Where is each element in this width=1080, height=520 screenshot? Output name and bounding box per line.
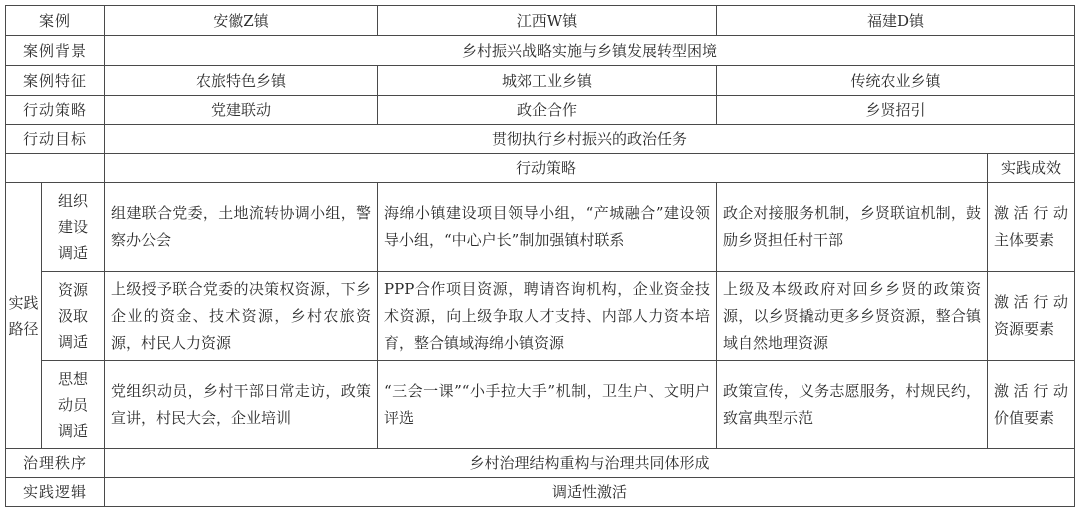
path-row-label: 组织建设调适 — [42, 183, 105, 272]
logic-text: 调适性激活 — [105, 478, 1075, 507]
path-cell-effect: 激活行动主体要素 — [988, 183, 1075, 272]
governance-row — [6, 449, 1075, 478]
path-cell-fujian: 政策宣传，义务志愿服务，村规民约，致富典型示范 — [717, 361, 988, 449]
strategy-row — [6, 96, 1075, 125]
header-jiangxi: 江西W镇 — [378, 6, 717, 36]
path-cell-effect: 激活行动资源要素 — [988, 272, 1075, 361]
background-row — [6, 36, 1075, 66]
logic-label: 实践逻辑 — [6, 478, 105, 507]
background-label: 案例背景 — [6, 36, 105, 66]
features-label: 案例特征 — [6, 66, 105, 96]
strategy-anhui: 党建联动 — [105, 96, 378, 125]
case-comparison-table — [5, 5, 1075, 507]
path-cell-jiangxi: “三会一课”“小手拉大手”机制，卫生户、文明户评选 — [378, 361, 717, 449]
path-cell-anhui: 上级授予联合党委的决策权资源，下乡企业的资金、技术资源，乡村农旅资源，村民人力资源 — [105, 272, 378, 361]
path-cell-jiangxi: 海绵小镇建设项目领导小组，“产城融合”建设领导小组，“中心户长”制加强镇村联系 — [378, 183, 717, 272]
path-cell-fujian: 上级及本级政府对回乡乡贤的政策资源，以乡贤撬动更多乡贤资源，整合镇域自然地理资源 — [717, 272, 988, 361]
background-text: 乡村振兴战略实施与乡镇发展转型困境 — [105, 36, 1075, 66]
header-row — [6, 6, 1075, 36]
governance-text: 乡村治理结构重构与治理共同体形成 — [105, 449, 1075, 478]
governance-label: 治理秩序 — [6, 449, 105, 478]
header-fujian: 福建D镇 — [717, 6, 1075, 36]
features-row — [6, 66, 1075, 96]
subheader-effect: 实践成效 — [988, 154, 1075, 183]
features-jiangxi: 城郊工业乡镇 — [378, 66, 717, 96]
path-cell-effect: 激活行动价值要素 — [988, 361, 1075, 449]
goal-label: 行动目标 — [6, 125, 105, 154]
path-row-label: 资源汲取调适 — [42, 272, 105, 361]
path-cell-jiangxi: PPP合作项目资源，聘请咨询机构，企业资金技术资源，向上级争取人才支持、内部人力资本培育，整合镇域海绵小镇资源 — [378, 272, 717, 361]
subheader-strategy: 行动策略 — [105, 154, 988, 183]
path-cell-anhui: 党组织动员，乡村干部日常走访，政策宣讲，村民大会，企业培训 — [105, 361, 378, 449]
header-anhui: 安徽Z镇 — [105, 6, 378, 36]
goal-text: 贯彻执行乡村振兴的政治任务 — [105, 125, 1075, 154]
header-case: 案例 — [6, 6, 105, 36]
subheader-blank — [6, 154, 105, 183]
features-fujian: 传统农业乡镇 — [717, 66, 1075, 96]
logic-row — [6, 478, 1075, 507]
goal-row — [6, 125, 1075, 154]
case-comparison-table-container — [5, 5, 1074, 507]
path-label: 实践路径 — [6, 183, 42, 449]
path-row-resource — [6, 272, 1075, 361]
strategy-fujian: 乡贤招引 — [717, 96, 1075, 125]
path-row-label: 思想动员调适 — [42, 361, 105, 449]
strategy-jiangxi: 政企合作 — [378, 96, 717, 125]
path-row-mobilization — [6, 361, 1075, 449]
subheader-row — [6, 154, 1075, 183]
path-row-organization — [6, 183, 1075, 272]
strategy-label: 行动策略 — [6, 96, 105, 125]
path-cell-fujian: 政企对接服务机制，乡贤联谊机制，鼓励乡贤担任村干部 — [717, 183, 988, 272]
path-cell-anhui: 组建联合党委，土地流转协调小组，警察办公会 — [105, 183, 378, 272]
features-anhui: 农旅特色乡镇 — [105, 66, 378, 96]
